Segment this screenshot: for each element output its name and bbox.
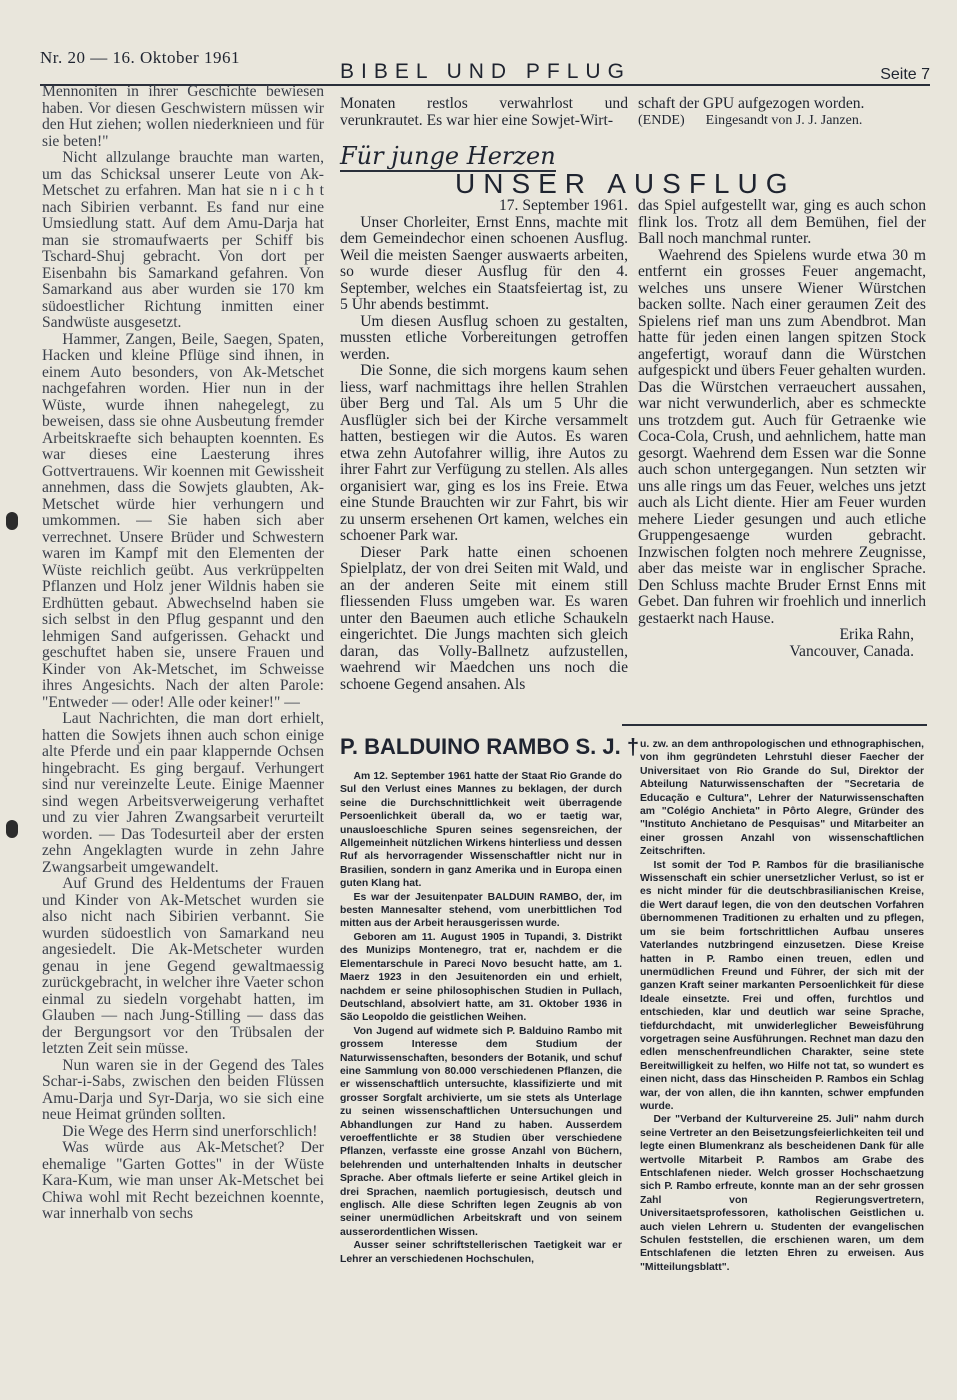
paragraph: Hammer, Zangen, Beile, Saegen, Spaten, Hacken und kleine Pflüge sind ihnen, in einem Auto besonders, von Ak-Metschet nachgefahren worden. Hier nun in der Wüste, wurde ihnen nahegelegt, zu beweisen, dass sie ohne Ausbeutung fremder Arbeitskraefte sich behaupten koennten. Es war dieses eine Laesterung ihres Gottvertrauens. Wir koennen mit Gewissheit annehmen, dass die Sowjets glaubten, Ak-Metschet würde hier verhungern und umkommen. — Sie haben sich aber verrechnet. Unsere Brüder und Schwestern waren im Kampf mit den Elementen der Wüste reichlich geübt. Aus verkrüppelten Pflanzen und Holz jener Wildnis haben sie Erdhütten gebaut. Abwechselnd haben sie sich selbst in den Pflug gespannt und den lehmigen Sand aufgerissen. Gehackt und geschuftet haben sie, unsere Frauen und Kinder von Ak-Metschet, im Schweisse ihres Angesichts. Nach der alten Parole: "Entweder — oder! Alle oder keiner!" — <box>42 330 324 711</box>
obituary-headline: P. BALDUINO RAMBO S. J. † <box>340 734 640 759</box>
article-end-and-sender <box>638 113 924 130</box>
obituary-column-2 <box>640 738 924 1378</box>
article-ending <box>638 96 924 129</box>
paragraph: das Spiel aufgestellt war, ging es auch schon flink los. Trotz all dem Bemühen, fiel der Ball noch manchmal runter. <box>638 198 926 247</box>
paragraph: Waehrend des Spielens wurde etwa 30 m entfernt ein grosses Feuer angemacht, welches uns unsere Wiener Würstchen backen sollte. Nach einer geraumen Zeit des Spielens rief man uns zum Abendbrot. Man hatte für jeden einen langen spitzen Stock angefertigt, worauf dann die Würstchen aufgespickt und übers Feuer gehalten wurden. Das die Würstchen verraeuchert aussahen, war nicht verwunderlich, aber es schmeckte uns trotzdem gut. Auch für Getraenke wie Coca-Cola, Crush, und aehnlichem, hatte man gesorgt. Waehrend dem Essen war die Sonne auch schon untergegangen. Nun setzten wir uns alle rings um das Feuer, welches uns jetzt auch als Licht diente. Hier am Feuer wurden mehere Lieder gesungen und auch etliche Gruppengesaenge wurden gebracht. Inzwischen folgten noch mehrere Zeugnisse, aber das meiste war in englischer Sprache. Den Schluss machte Bruder Ernst Enns mit Gebet. Dan fuhren wir froehlich und innerlich gestaerkt nach Hause. <box>638 246 926 627</box>
paragraph: u. zw. an dem anthropologischen und ethnographischen, von ihm gegründeten Lehrstuhl dieser Faecher der Universitaet von Rio Grande do Sul, Direktor der Abteilung Naturwissenschaften der "Secretaria de Educação e Cultura", Lehrer der Naturwissenschaften am "Colégio Anchieta" in Pôrto Alegre, Gründer des "Instituto Anchietano de Pesquisas" und Mitarbeiter an einer grossen Anzahl von wissenschaftlichen Zeitschriften. <box>640 739 924 858</box>
page-number: Seite 7 <box>880 66 930 83</box>
binding-hole <box>6 512 18 530</box>
paragraph: Es war der Jesuitenpater BALDUIN RAMBO, der, im besten Mannesalter stehend, vom unerbittlichen Tod mitten aus der Arbeit herausgerissen wurde. <box>340 891 622 930</box>
paragraph: schaft der GPU aufgezogen worden. <box>638 95 865 112</box>
paragraph: Um diesen Ausflug schoen zu gestalten, mussten etliche Vorbereitungen getroffen werden. <box>340 312 628 363</box>
author-name: Erika Rahn, <box>839 626 914 643</box>
paragraph: Die Sonne, die sich morgens kaum sehen liess, warf nachmittags ihre hellen Strahlen über Berg und Tal. Als um 5 Uhr die Ausflügler sich bei der Kirche versammelt hatten, bestiegen wir die Autos. Es waren etwa zehn Autofahrer willig, ihre Autos zu ihrer Fahrt zur Verfügung zu stellen. Als alles organisiert war, ging es los ins Freie. Etwa eine Stunde Brauchten wir zur Fahrt, bis wir zu unserm ersehenen Ort kamen, welches ein schoener Park war. <box>340 362 628 544</box>
section-divider <box>622 724 927 726</box>
paragraph: Ist somit der Tod P. Rambos für die brasilianische Wissenschaft ein schier unersetzlicher Verlust, so ist er es nicht minder für die deutschbrasilianischen Kreise, die Wert darauf legen, die von den deutschen Vorfahren übernommenen Traditionen zu erhalten und zu pflegen, um sie beim fortschrittlichen Aufbau unseres Vaterlandes nutzbringend einzusetzen. Diese Kreise hatten in P. Rambo einen treuen, edlen und unermüdlichen Freund und Führer, der sich mit der ganzen Kraft seiner markanten Persoenlichkeit für diese Ideale einsetzte. Frei und offen, furchtlos und entschieden, klar und deutlich war seine Sprache, tiefdurchdacht, mit unwiderleglicher Beweisführung vorgetragen seine Ausführungen. Rechnet man dazu den edlen menschenfreundlichen Charakter, seine stete Bereitwilligkeit zu helfen, wo Hilfe not tat, so wundert es einen nicht, dass das Hinscheiden P. Rambos ein Schlag war, der von allen, die ihn kannten, schwer empfunden wurde. <box>640 859 924 1112</box>
story-column-1 <box>340 198 628 718</box>
paragraph: Was würde aus Ak-Metschet? Der ehemalige "Garten Gottes" in der Wüste Kara-Kum, wie man unser Ak-Metschet bei Chiwa wohl mit Recht bezeichnen koennte, war innerhalb von sechs <box>42 1139 324 1222</box>
story-headline: UNSER AUSFLUG <box>455 168 796 199</box>
article-column-1 <box>42 84 324 1379</box>
paragraph: Laut Nachrichten, die man dort erhielt, hatten die Sowjets ihnen auch schon einige alte Pferde und ein paar klappernde Ochsen hingebracht. Es ging bergauf. Verhungert sind nur vereinzelte Leute. Einige Maenner sind wegen Arbeitsverweigerung verhaftet und zu vier Jahren Zwangsarbeit verurteilt worden. — Das Todesurteil aber der ersten zehn Angeklagten wurde in zehn Jahre Zwangsarbeit umgewandelt. <box>42 710 324 876</box>
paragraph: Die Wege des Herrn sind unerforschlich! <box>62 1122 318 1140</box>
binding-hole <box>6 820 18 838</box>
sender-credit: Eingesandt von J. J. Janzen. <box>705 112 863 128</box>
article-continuation <box>340 96 628 129</box>
story-date: 17. September 1961. <box>498 198 628 214</box>
end-mark: (ENDE) <box>638 112 685 128</box>
paragraph: Am 12. September 1961 hatte der Staat Rio Grande do Sul den Verlust eines Mannes zu beklagen, der durch seine die Durchschnittlichkeit weit überragende Persoenlichkeit überall da, wo er taetig war, unausloeschliche Spuren seines segensreichen, der Allgemeinheit nützlichen Wirkens hinterliess und dessen Ruf als hervorragender Wissenschaftler nicht nur in Brasilien, sondern in ganz Amerika und in Europa einen guten Klang hat. <box>340 771 622 890</box>
paragraph: Nicht allzulange brauchte man warten, um das Schicksal unserer Leute von Ak-Metschet zu erfahren. Man hat sie n i c h t nach Sibirien verbannt. Es fand nur eine Umsiedlung statt. Auf dem Amu-Darja hat man sie stromaufwaerts per Schiff bis Tschard-Shuj gebracht. Von dort per Eisenbahn bis Samarkand gefahren. Von Samarkand aus aber wurden sie 170 km südoestlicher Richtung inmitten einer Sandwüste ausgesetzt. <box>42 149 324 331</box>
paragraph: Dieser Park hatte einen schoenen Spielplatz, der von drei Seiten mit Wald, und an der anderen Seite mit einem still fliessenden Fluss umgeben war. Es waren unter den Baeumen auch etliche Schaukeln eingerichtet. Die Jungs machten sich gleich daran, das Volly-Ballnetz aufzustellen, waehrend wir Maedchen uns noch die schoene Gegend ansahen. Als <box>340 543 628 693</box>
paragraph: Ausser seiner schriftstellerischen Taetigkeit war er Lehrer an verschiedenen Hochschulen, <box>340 1240 622 1265</box>
paragraph: Von Jugend auf widmete sich P. Balduino Rambo mit grossem Interesse dem Studium der Naturwissenschaften, besonders der Botanik, und schuf eine Sammlung von 80.000 verschiedenen Pflanzen, die er wissenschaftlich untersuchte, klassifizierte und mit grosser Sorgfalt archivierte, um sie stets als Unterlage zu seinen wissenschaftlichen Untersuchungen und Abhandlungen zur Hand zu haben. Ausserdem veroeffentlichte er 38 Studien über verschiedene Pflanzen, verfasste eine grosse Anzahl von Büchern, belehrenden und unterhaltenden Inhalts in deutscher Sprache. Aber oftmals lieferte er seine Artikel gleich in drei Sprachen, naemlich portugiesisch, deutsch und englisch. Alle diese Schriften legen Zeugnis ab von seiner unermüdlichen Arbeitskraft und von seinem ausserordentlichen Wissen. <box>340 1025 622 1238</box>
obituary-column-1 <box>340 770 622 1375</box>
paragraph: Der "Verband der Kulturvereine 25. Juli" nahm durch seine Vertreter an den Beisetzungsfeierlichkeiten teil und legte einen Blumenkranz als bescheidenen Dank für alle wertvolle Mitarbeit P. Rambos am Grabe des Entschlafenen nieder. Welch grosser Hochschaetzung sich P. Rambo erfreute, konnte man an der sehr grossen Zahl von Regierungsvertretern, Universitaetsprofessoren, katholischen Geistlichen u. auch vielen Lehrern u. Studenten der evangelischen Schulen feststellen, die erschienen waren, um dem Entschlafenen die letzten Ehren zu erweisen. Aus "Mitteilungsblatt". <box>640 1114 924 1273</box>
page-header <box>40 38 930 86</box>
paragraph: Auf Grund des Heldentums der Frauen und Kinder von Ak-Metschet wurden sie also nicht nach Sibirien verbannt. Sie wurden südoestlich von Samarkand neu angesiedelt. Die Ak-Metscheter wurden genau in jene Gegend gewaltmaessig zurückgebracht, in welcher ihre Vaeter schon einmal zu siedeln vorgehabt hatten, im Glauben — nach Jung-Stilling — dass das der Bergungsort vor den Trübsalen der letzten Zeit sein müsse. <box>42 875 324 1057</box>
paragraph: Unser Chorleiter, Ernst Enns, machte mit dem Gemeindechor einen schoenen Ausflug. Weil die meisten Saenger auswaerts arbeiten, so wurde dieser Ausflug für den 4. September, welches ein Staatsfeiertag ist, zu 5 Uhr abends bestimmt. <box>340 213 628 313</box>
paragraph: Geboren am 11. August 1905 in Tupandi, 3. Distrikt des Munizips Montenegro, trat er, nachdem er die Elementarschule in Pareci Novo besucht hatte, am 1. Maerz 1923 in den Jesuitenorden ein und erhielt, nachdem er seine philosophischen Studien in Pullach, Deutschland, absolviert hatte, am 31. Oktober 1936 in São Leopoldo die geistlichen Weihen. <box>340 931 622 1024</box>
section-heading: Für junge Herzen <box>340 142 556 170</box>
author-location: Vancouver, Canada. <box>789 642 914 660</box>
newspaper-title: BIBEL UND PFLUG <box>340 60 631 83</box>
paragraph: Monaten restlos verwahrlost und verunkrautet. Es war hier eine Sowjet-Wirt- <box>340 95 628 129</box>
paragraph: Mennoniten in ihrer Geschichte bewiesen haben. Vor diesen Geschwistern müssen wir den Hut ziehen; wollen niederknieen und für sie beten!" <box>42 84 324 150</box>
paragraph: Nun waren sie in der Gegend des Tales Schar-i-Sabs, zwischen den beiden Flüssen Amu-Darja und Syr-Darja, wo sie sich eine neue Heimat gründen sollten. <box>42 1056 324 1123</box>
story-column-2 <box>638 198 926 718</box>
issue-date: Nr. 20 — 16. Oktober 1961 <box>40 48 240 67</box>
